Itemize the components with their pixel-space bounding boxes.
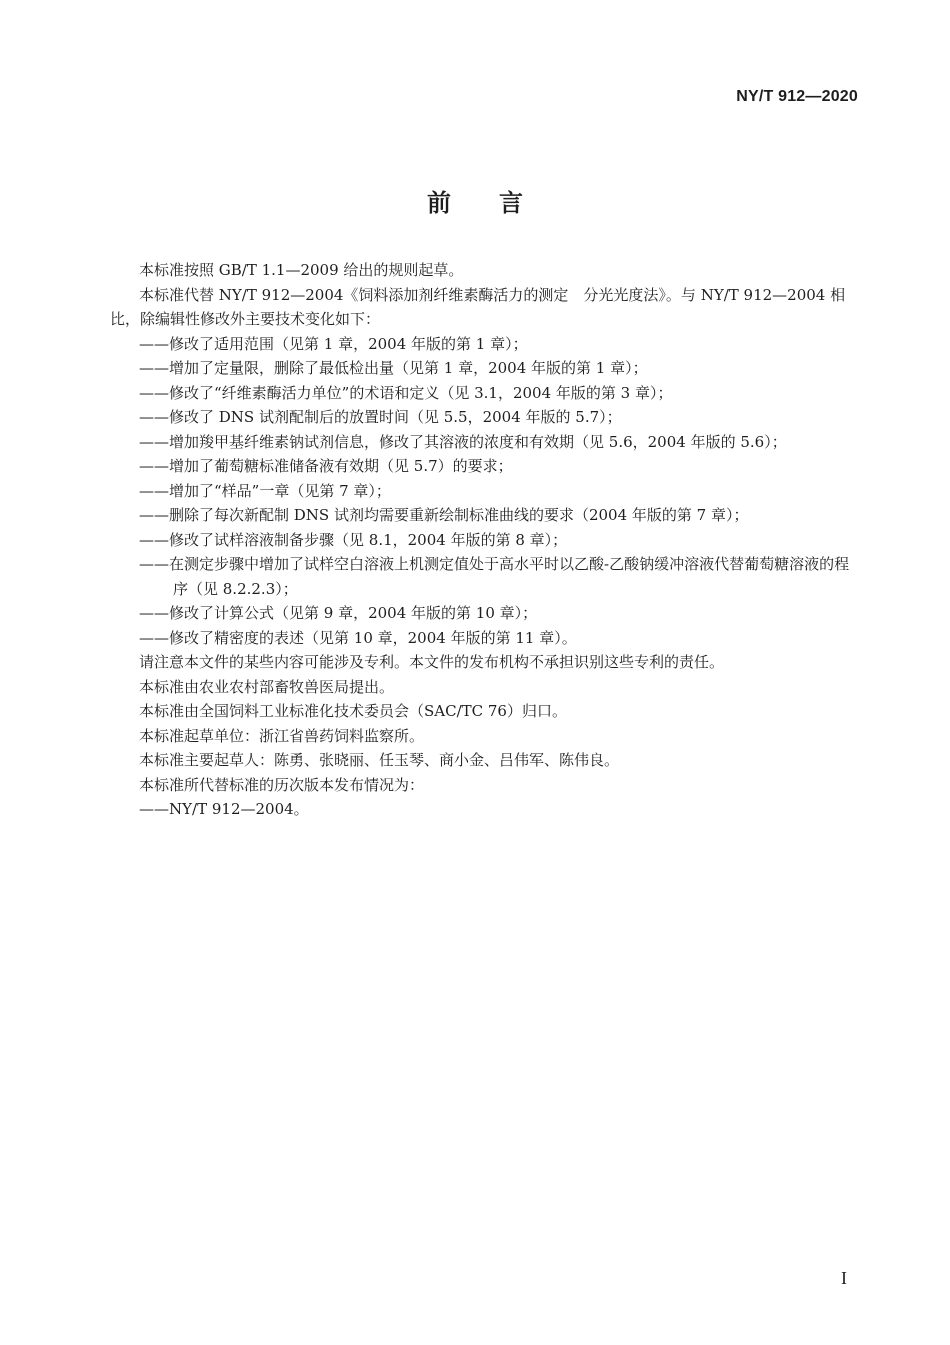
paragraph-drafters: 本标准主要起草人：陈勇、张晓丽、任玉琴、商小金、吕伟军、陈伟良。 [139, 751, 620, 769]
history-item: ——NY/T 912—2004。 [139, 800, 309, 818]
change-item: ——在测定步骤中增加了试样空白溶液上机测定值处于高水平时以乙酸-乙酸钠缓冲溶液代替葡萄糖溶液的程序（见 8.2.2.3）； [139, 555, 850, 598]
paragraph-patent-notice: 请注意本文件的某些内容可能涉及专利。本文件的发布机构不承担识别这些专利的责任。 [139, 653, 725, 671]
change-item: ——增加羧甲基纤维素钠试剂信息，修改了其溶液的浓度和有效期（见 5.6，2004 年版的 5.6）； [139, 432, 787, 451]
paragraph-drafting-rules: 本标准按照 GB/T 1.1—2009 给出的规则起草。 [139, 261, 464, 279]
standard-code: NY/T 912—2020 [736, 88, 858, 105]
page-title [0, 183, 950, 218]
title-char-2: 言 [499, 189, 523, 217]
paragraph-committee: 本标准由全国饲料工业标准化技术委员会（SAC/TC 76）归口。 [139, 702, 567, 720]
foreword-body [110, 258, 858, 822]
change-item: ——修改了适用范围（见第 1 章，2004 年版的第 1 章）； [139, 334, 528, 353]
change-item: ——修改了 DNS 试剂配制后的放置时间（见 5.5，2004 年版的 5.7）； [139, 408, 622, 426]
change-item: ——增加了葡萄糖标准储备液有效期（见 5.7）的要求； [139, 457, 513, 475]
page-number: I [841, 1268, 847, 1288]
paragraph-replacement: 本标准代替 NY/T 912—2004《饲料添加剂纤维素酶活力的测定 分光光度法》。与 NY/T 912—2004 相比，除编辑性修改外主要技术变化如下： [110, 285, 846, 328]
title-char-1: 前 [427, 189, 451, 217]
change-item: ——修改了“纤维素酶活力单位”的术语和定义（见 3.1，2004 年版的第 3 章）； [139, 383, 673, 402]
paragraph-proposer: 本标准由农业农村部畜牧兽医局提出。 [139, 677, 395, 696]
change-item: ——删除了每次新配制 DNS 试剂均需要重新绘制标准曲线的要求（2004 年版的第 7 章）； [139, 506, 749, 524]
change-item: ——修改了计算公式（见第 9 章，2004 年版的第 10 章）； [139, 604, 538, 622]
change-item: ——增加了定量限，删除了最低检出量（见第 1 章，2004 年版的第 1 章）； [139, 359, 648, 377]
paragraph-drafting-unit: 本标准起草单位：浙江省兽药饲料监察所。 [139, 726, 425, 745]
change-item: ——修改了精密度的表述（见第 10 章，2004 年版的第 11 章）。 [139, 628, 577, 647]
paragraph-history-intro: 本标准所代替标准的历次版本发布情况为： [139, 775, 425, 794]
change-item: ——修改了试样溶液制备步骤（见 8.1，2004 年版的第 8 章）； [139, 530, 568, 549]
change-item: ——增加了“样品”一章（见第 7 章）； [139, 481, 391, 500]
